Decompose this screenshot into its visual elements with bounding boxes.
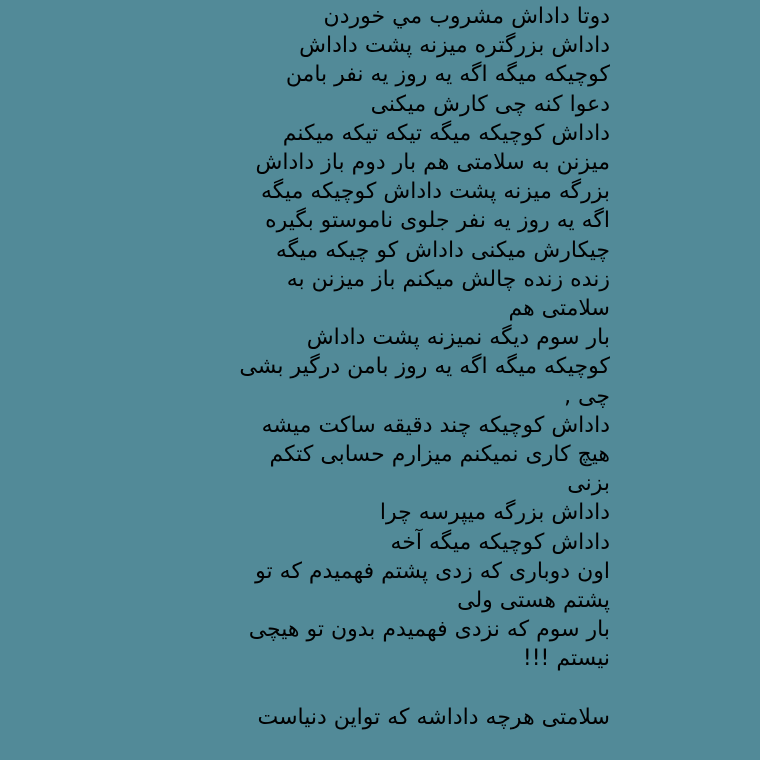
text-line: داداش کوچیکه میگه تیکه تیکه میکنم	[282, 120, 610, 146]
text-line: داداش بزرگتره میزنه پشت داداش	[299, 33, 610, 59]
text-body	[150, 2, 610, 758]
text-line: هیچ کاری نمیکنم میزارم حسابی کتکم	[269, 442, 610, 468]
text-line: سلامتی هم	[508, 296, 610, 322]
text-line: چی ,	[564, 383, 610, 409]
text-line: داداش کوچیکه چند دقیقه ساکت میشه	[261, 412, 610, 438]
text-line: بزنی	[567, 471, 610, 497]
blank-line	[150, 674, 610, 703]
text-line: زنده زنده چالش میکنم باز میزنن به	[286, 266, 610, 292]
text-line: بزرگه میزنه پشت داداش کوچیکه میگه	[260, 179, 610, 205]
text-line: داداش بزرگه میپرسه چرا	[379, 500, 610, 526]
text-line: چیکارش میکنی داداش کو چیکه میگه	[275, 237, 610, 263]
text-line: دوتا داداش مشروب مي خوردن	[323, 4, 610, 29]
text-line: اون دوباری که زدی پشتم فهمیدم که تو	[255, 558, 610, 584]
text-line: اگه یه روز یه نفر جلوی ناموستو بگیره	[265, 208, 610, 234]
text-line: میزنن به سلامتی هم بار دوم باز داداش	[255, 150, 610, 176]
closing-line: سلامتی هرچه داداشه که تواین دنیاست	[257, 704, 610, 730]
text-line: کوچیکه میگه اگه یه روز یه نفر بامن	[285, 62, 610, 88]
text-line: دعوا کنه چی کارش میکنی	[370, 91, 610, 117]
text-line: پشتم هستی ولی	[457, 588, 610, 614]
text-line: نیستم !!!	[522, 646, 610, 672]
text-line: داداش کوچیکه میگه آخه	[390, 529, 610, 555]
text-line: بار سوم دیگه نمیزنه پشت داداش	[306, 325, 610, 351]
text-line: کوچیکه میگه اگه یه روز بامن درگیر بشی	[239, 354, 610, 380]
text-line: بار سوم که نزدی فهمیدم بدون تو هیچی	[248, 617, 610, 643]
